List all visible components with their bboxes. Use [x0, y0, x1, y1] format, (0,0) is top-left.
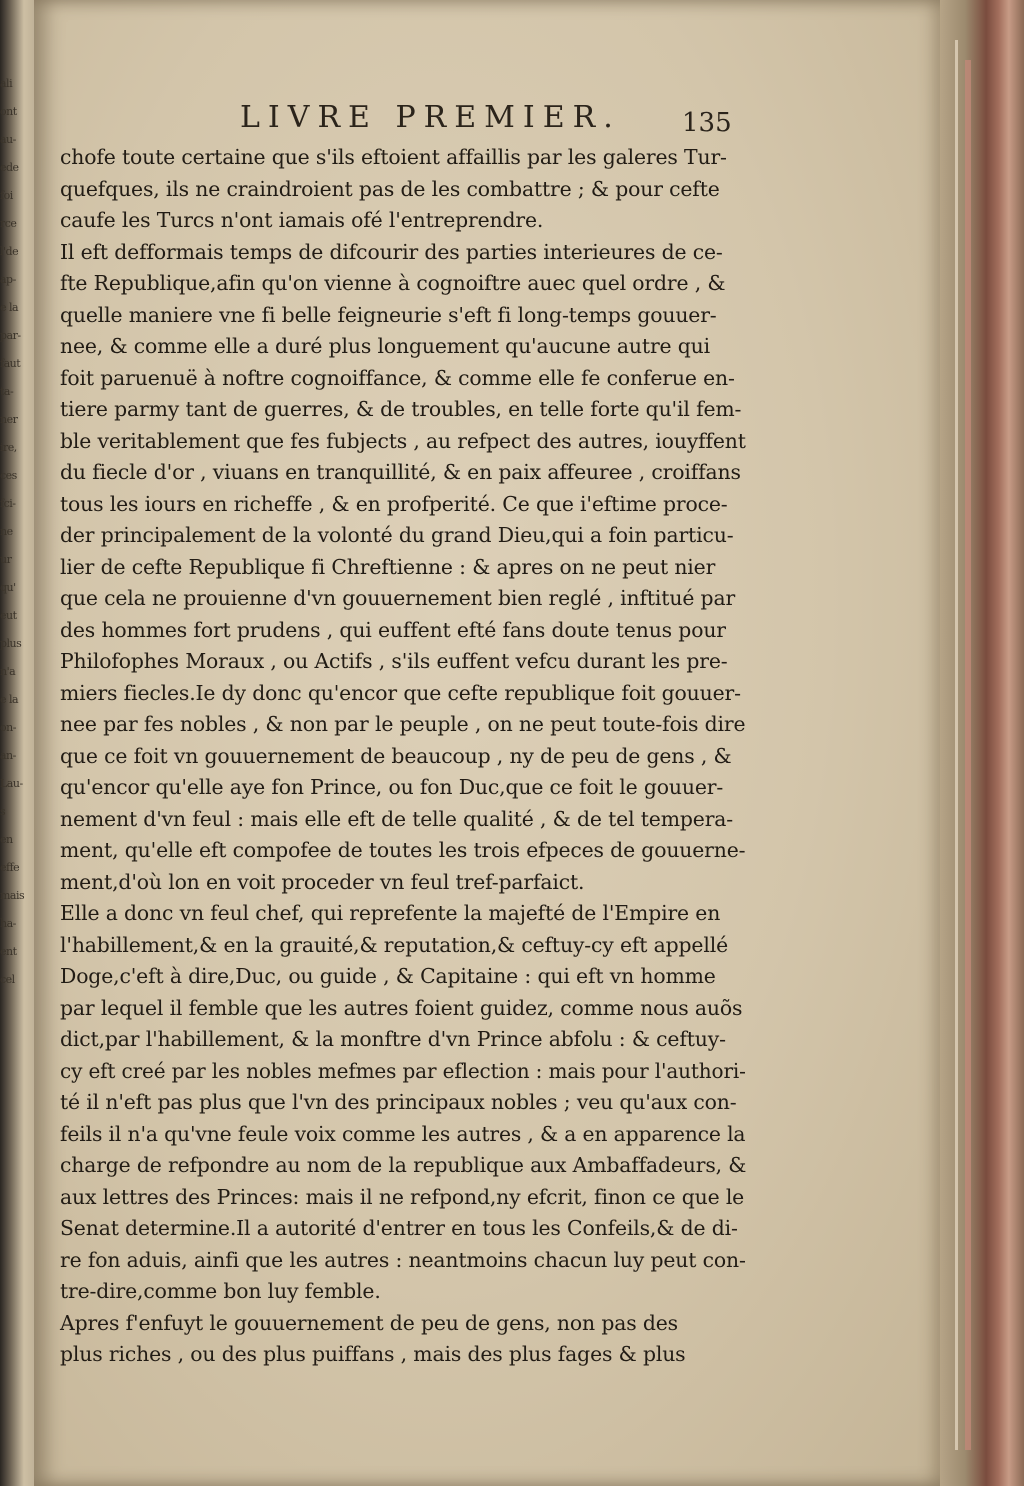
page-edge-red [965, 60, 971, 1450]
left-page-margin-text [0, 70, 25, 1250]
text-line: ment,d'où lon en voit proceder vn feul tref-parfaict. [60, 869, 585, 894]
text-line: té il n'eft pas plus que l'vn des principaux nobles ; veu qu'aux con- [60, 1090, 737, 1114]
text-line: plus riches , ou des plus puiffans , mais des plus fages & plus [60, 1342, 686, 1366]
text-line: Senat determine.Il a autorité d'entrer en tous les Confeils,& de di- [60, 1216, 738, 1240]
text-line: nee, & comme elle a duré plus longuement qu'aucune autre qui [60, 334, 711, 358]
margin-fragment: l'de [0, 245, 19, 258]
body-text [60, 142, 750, 1371]
margin-fragment: e la [0, 301, 19, 314]
text-line: caufe les Turcs n'ont iamais ofé l'entreprendre. [60, 208, 544, 232]
text-line: chofe toute certaine que s'ils eftoient affaillis par les galeres Tur- [60, 145, 727, 169]
margin-fragment: Lau- [0, 777, 23, 790]
text-line: quefques, ils ne craindroient pas de les combattre ; & pour cefte [60, 176, 720, 201]
margin-fragment: cel [0, 973, 15, 986]
text-line: Doge,c'eft à dire,Duc, ou guide , & Capitaine : qui eft vn homme [60, 964, 716, 988]
margin-fragment: fci- [0, 497, 16, 510]
margin-fragment: ner [0, 413, 18, 426]
margin-fragment: ire, [0, 441, 17, 454]
text-line: re fon aduis, ainfi que les autres : neantmoins chacun luy peut con- [60, 1247, 746, 1272]
page-number: 135 [682, 108, 732, 138]
text-line: feils il n'a qu'vne feule voix comme les autres , & a en apparence la [60, 1121, 746, 1146]
margin-fragment: qu' [0, 581, 16, 594]
text-line: foit paruenuë à noftre cognoiffance, & comme elle fe conferue en- [60, 365, 735, 390]
text-line: miers fiecles.Ie dy donc qu'encor que cefte republique foit gouuer- [60, 680, 741, 705]
text-line: nement d'vn feul : mais elle eft de telle qualité , & de tel tempera- [60, 806, 734, 831]
text-line: dict,par l'habillement, & la monftre d'vn Prince abfolu : & ceftuy- [60, 1027, 726, 1051]
text-line: que cela ne prouienne d'vn gouuernement bien reglé , inftitué par [60, 586, 736, 610]
margin-fragment: ap- [0, 273, 16, 286]
margin-fragment: au- [0, 133, 16, 146]
margin-fragment: ta- [0, 385, 14, 398]
page-edge-highlight [955, 40, 958, 1450]
margin-fragment: ali [0, 77, 13, 90]
text-line: Apres f'enfuyt le gouuernement de peu de gens, non pas des [60, 1310, 678, 1335]
margin-fragment: faut [0, 357, 21, 370]
margin-fragment: eut [0, 609, 17, 622]
text-line: der principalement de la volonté du grand Dieu,qui a foin particu- [60, 523, 734, 547]
margin-fragment: mais [0, 889, 25, 902]
text-line: du fiecle d'or , viuans en tranquillité, & en paix affeuree , croiffans [60, 460, 741, 484]
page-fore-edge [940, 0, 1024, 1486]
text-line: charge de refpondre au nom de la republique aux Ambaffadeurs, & [60, 1153, 747, 1177]
margin-fragment: ent [0, 945, 17, 958]
margin-fragment: ces [0, 469, 17, 482]
text-line: fte Republique,afin qu'on vienne à cognoiftre auec quel ordre , & [60, 271, 726, 295]
text-line: Il eft defformais temps de difcourir des parties interieures de ce- [60, 239, 723, 264]
text-line: l'habillement,& en la grauité,& reputation,& ceftuy-cy eft appellé [60, 932, 728, 957]
text-line: tiere parmy tant de guerres, & de troubles, en telle forte qu'il fem- [60, 397, 742, 421]
running-head: LIVRE PREMIER. [240, 100, 621, 135]
margin-fragment: an- [0, 749, 16, 762]
margin-fragment: ne [0, 525, 13, 538]
margin-fragment: s en [0, 805, 13, 846]
text-line: cy eft creé par les nobles mefmes par eflection : mais pour l'authori- [60, 1058, 746, 1083]
margin-fragment: ha- [0, 917, 16, 930]
text-line: ble veritablement que fes fubjects , au refpect des autres, iouyffent [60, 428, 746, 453]
margin-fragment: ede [0, 161, 19, 174]
margin-fragment: effe [0, 861, 20, 874]
margin-fragment: n'a [0, 665, 16, 678]
text-line: par lequel il femble que les autres foient guidez, comme nous auõs [60, 995, 743, 1020]
margin-fragment: plus [0, 637, 22, 650]
text-line: qu'encor qu'elle aye fon Prince, ou fon Duc,que ce foit le gouuer- [60, 775, 724, 799]
text-line: aux lettres des Princes: mais il ne refpond,ny efcrit, finon ce que le [60, 1184, 745, 1209]
margin-fragment: rce [0, 217, 17, 230]
margin-fragment: par- [0, 329, 21, 342]
text-line: Elle a donc vn feul chef, qui reprefente la majefté de l'Empire en [60, 901, 721, 925]
text-line: nee par fes nobles , & non par le peuple , on ne peut toute-fois dire [60, 712, 746, 736]
text-line: tous les iours en richeffe , & en profperité. Ce que i'eftime proce- [60, 491, 728, 516]
margin-fragment: ont [0, 105, 17, 118]
text-line: tre-dire,comme bon luy femble. [60, 1279, 381, 1303]
text-line: des hommes fort prudens , qui euffent efté fans doute tenus pour [60, 617, 726, 642]
margin-fragment: e la [0, 693, 19, 706]
margin-fragment: ur [0, 553, 12, 566]
margin-fragment: foi [0, 189, 13, 202]
text-line: Philofophes Moraux , ou Actifs , s'ils euffent vefcu durant les pre- [60, 649, 728, 673]
margin-fragment: on- [0, 721, 16, 734]
text-line: quelle maniere vne fi belle feigneurie s'eft fi long-temps gouuer- [60, 302, 717, 327]
text-line: lier de cefte Republique fi Chreftienne : & apres on ne peut nier [60, 554, 716, 579]
text-line: ment, qu'elle eft compofee de toutes les trois efpeces de gouuerne- [60, 838, 746, 862]
text-line: que ce foit vn gouuernement de beaucoup , ny de peu de gens , & [60, 743, 732, 768]
